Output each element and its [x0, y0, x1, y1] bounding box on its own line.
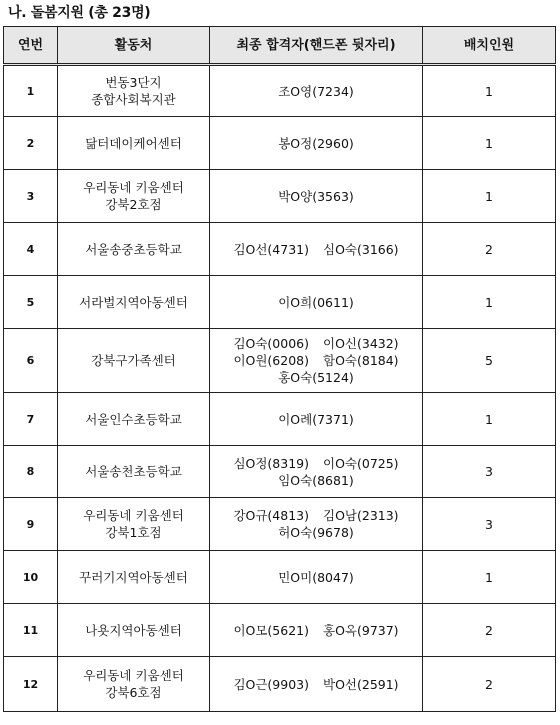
placement-count: 5 — [423, 329, 556, 393]
applicant-name: 조O영(7234) — [278, 83, 354, 99]
activity-place — [58, 117, 210, 170]
row-number: 2 — [4, 117, 58, 170]
activity-place — [58, 393, 210, 446]
applicant-name: 허O숙(9678) — [278, 525, 354, 540]
table-row — [4, 65, 556, 117]
final-applicants — [210, 604, 423, 657]
final-applicants — [210, 65, 423, 117]
final-applicants — [210, 329, 423, 393]
applicant-name: 박O선(2591) — [323, 676, 399, 692]
applicant-line — [210, 135, 422, 152]
table-row — [4, 446, 556, 498]
header-row — [4, 27, 556, 65]
applicant-name: 봉O정(2960) — [278, 135, 354, 151]
table-row — [4, 170, 556, 223]
col-header-place: 활동처 — [58, 27, 210, 65]
placement-count: 1 — [423, 551, 556, 604]
table-row — [4, 276, 556, 329]
applicant-name: 함O숙(8184) — [323, 353, 399, 368]
placement-count: 1 — [423, 65, 556, 117]
final-applicants — [210, 223, 423, 276]
row-number: 6 — [4, 329, 58, 393]
activity-place-line: 서울송중초등학교 — [85, 241, 182, 257]
activity-place — [58, 604, 210, 657]
applicant-line — [210, 411, 422, 428]
final-applicants — [210, 551, 423, 604]
activity-place — [58, 657, 210, 712]
applicant-name: 김O숙(0006) — [233, 336, 309, 351]
applicant-line — [210, 472, 422, 489]
applicant-line — [210, 352, 422, 369]
activity-place-line: 서라벌지역아동센터 — [79, 294, 188, 310]
activity-place — [58, 446, 210, 498]
final-applicants — [210, 446, 423, 498]
applicant-line — [210, 241, 422, 258]
table-body — [4, 65, 556, 712]
applicant-line — [210, 83, 422, 100]
placement-count: 2 — [423, 604, 556, 657]
activity-place-line: 종합사회복지관 — [91, 92, 176, 107]
table-row — [4, 604, 556, 657]
placement-count: 3 — [423, 498, 556, 551]
activity-place-line: 강북6호점 — [105, 685, 162, 700]
applicant-line — [210, 676, 422, 693]
row-number: 3 — [4, 170, 58, 223]
activity-place-line: 서울송천초등학교 — [85, 464, 182, 479]
placement-count: 2 — [423, 657, 556, 712]
applicant-line — [210, 294, 422, 311]
row-number: 11 — [4, 604, 58, 657]
applicant-name: 민O미(8047) — [278, 569, 354, 585]
applicant-name: 김O남(2313) — [323, 508, 399, 523]
activity-place-line: 나욧지역아동센터 — [85, 622, 182, 638]
activity-place-line: 강북1호점 — [105, 525, 162, 540]
activity-place — [58, 276, 210, 329]
applicant-line — [210, 507, 422, 524]
activity-place — [58, 329, 210, 393]
table-row — [4, 117, 556, 170]
applicant-name: 임O숙(8681) — [278, 472, 354, 488]
final-applicants — [210, 276, 423, 329]
col-header-number: 연번 — [4, 27, 58, 65]
final-applicants — [210, 117, 423, 170]
applicant-name: 이O신(3432) — [323, 336, 399, 351]
applicant-line — [210, 524, 422, 541]
applicant-name: 홍O옥(9737) — [323, 622, 399, 638]
activity-place-line: 우리동네 키움센터 — [83, 668, 184, 683]
row-number: 7 — [4, 393, 58, 446]
applicant-line — [210, 369, 422, 386]
table-row — [4, 657, 556, 712]
activity-place-line: 번동3단지 — [105, 75, 162, 90]
row-number: 10 — [4, 551, 58, 604]
activity-place-line: 강북2호점 — [105, 197, 162, 212]
activity-place-line: 서울인수초등학교 — [85, 411, 182, 427]
applicant-name: 홍O숙(5124) — [278, 370, 354, 385]
placement-count: 1 — [423, 117, 556, 170]
applicant-line — [210, 622, 422, 639]
col-header-applicants: 최종 합격자(핸드폰 뒷자리) — [210, 27, 423, 65]
applicant-name: 이O례(7371) — [278, 411, 354, 427]
activity-place — [58, 551, 210, 604]
table-row — [4, 393, 556, 446]
table-row — [4, 551, 556, 604]
placement-count: 2 — [423, 223, 556, 276]
activity-place-line: 우리동네 키움센터 — [83, 508, 184, 523]
applicant-name: 심O정(8319) — [233, 455, 309, 471]
applicant-line — [210, 188, 422, 205]
activity-place — [58, 65, 210, 117]
applicant-name: 심O숙(3166) — [323, 241, 399, 257]
table-row — [4, 329, 556, 393]
activity-place-line: 꾸러기지역아동센터 — [79, 569, 188, 585]
applicant-name: 김O선(4731) — [233, 241, 309, 257]
activity-place — [58, 498, 210, 551]
table-row — [4, 223, 556, 276]
row-number: 4 — [4, 223, 58, 276]
applicant-name: 이O희(0611) — [278, 294, 354, 310]
row-number: 8 — [4, 446, 58, 498]
row-number: 12 — [4, 657, 58, 712]
activity-place — [58, 223, 210, 276]
row-number: 9 — [4, 498, 58, 551]
applicant-name: 이O모(5621) — [233, 622, 309, 638]
table-row — [4, 498, 556, 551]
applicant-line — [210, 569, 422, 586]
applicant-name: 이O숙(0725) — [323, 455, 399, 471]
placement-count: 1 — [423, 393, 556, 446]
placement-count: 1 — [423, 170, 556, 223]
placement-count: 3 — [423, 446, 556, 498]
row-number: 5 — [4, 276, 58, 329]
placement-table — [3, 26, 556, 712]
applicant-line — [210, 335, 422, 352]
col-header-count: 배치인원 — [423, 27, 556, 65]
section-heading: 나. 돌봄지원 (총 23명) — [8, 5, 151, 21]
final-applicants — [210, 170, 423, 223]
applicant-name: 박O양(3563) — [278, 188, 354, 204]
applicant-line — [210, 455, 422, 472]
activity-place-line: 우리동네 키움센터 — [83, 180, 184, 195]
activity-place-line: 강북구가족센터 — [91, 353, 176, 368]
applicant-name: 김O근(9903) — [233, 676, 309, 692]
applicant-name: 이O원(6208) — [233, 353, 309, 368]
final-applicants — [210, 657, 423, 712]
final-applicants — [210, 498, 423, 551]
activity-place — [58, 170, 210, 223]
row-number: 1 — [4, 65, 58, 117]
applicant-name: 강O규(4813) — [233, 508, 309, 523]
final-applicants — [210, 393, 423, 446]
placement-count: 1 — [423, 276, 556, 329]
activity-place-line: 닮터데이케어센터 — [85, 135, 182, 151]
